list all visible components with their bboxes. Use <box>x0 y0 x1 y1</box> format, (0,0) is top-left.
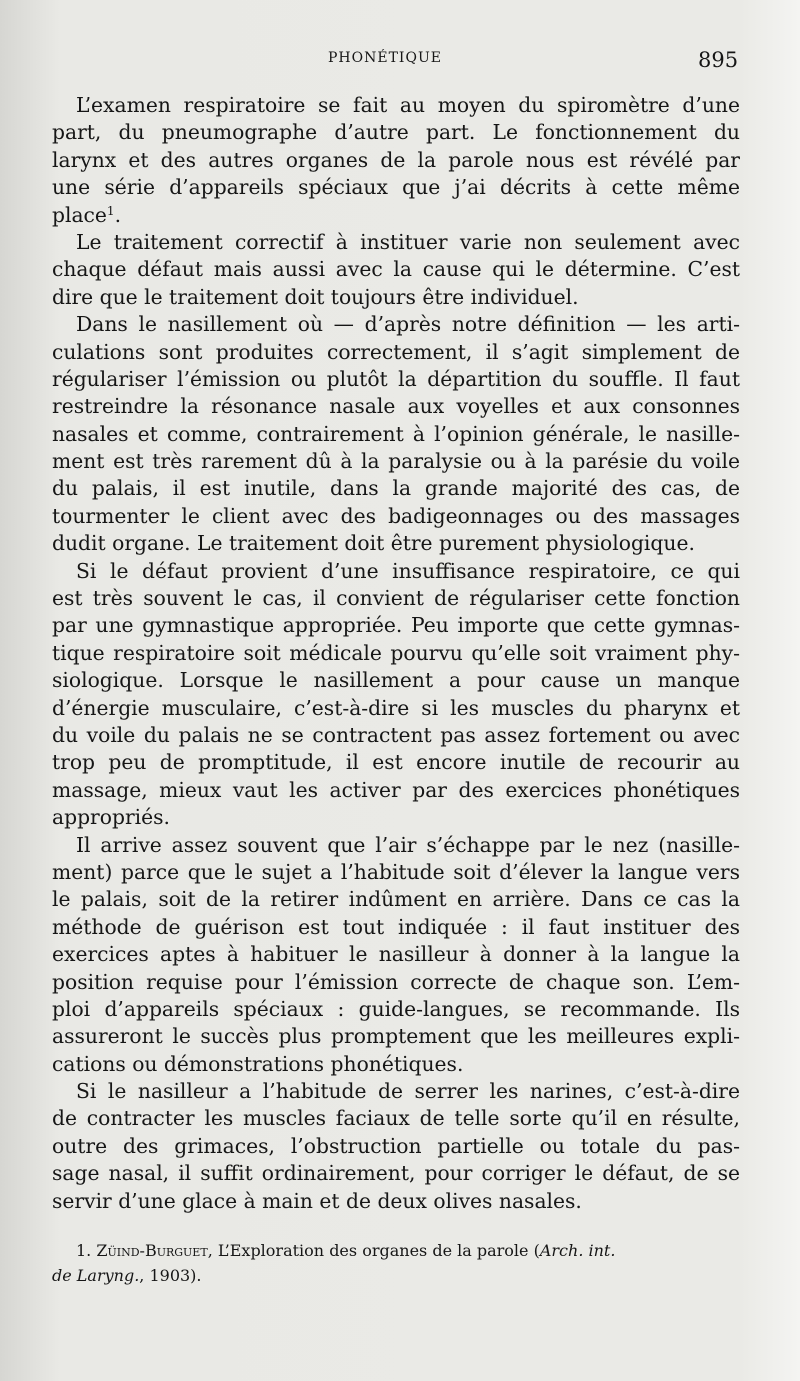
text-line <box>52 1078 740 1105</box>
text-line <box>52 475 740 502</box>
text-line-content: massage, mieux vaut les activer par des exercices phonétiques <box>52 777 740 802</box>
text-line-content: le palais, soit de la retirer indûment en arrière. Dans ce cas la <box>52 887 740 912</box>
text-line-content: larynx et des autres organes de la parole nous est révélé par <box>52 147 740 172</box>
text-line <box>52 558 740 585</box>
text-line <box>52 777 740 804</box>
text-line-content: Il arrive assez souvent que l’air s’échappe par le nez (nasille- <box>76 832 740 857</box>
text-line-content: sage nasal, il suffit ordinairement, pour corriger le défaut, de se <box>52 1161 740 1186</box>
text-line <box>52 1133 740 1160</box>
text-line <box>52 859 740 886</box>
text-line-content: position requise pour l’émission correcte de chaque son. L’em- <box>52 969 740 994</box>
text-line-content: de contracter les muscles faciaux de telle sorte qu’il en résulte, <box>52 1106 740 1131</box>
text-line <box>52 1023 740 1050</box>
text-line-content: cations ou démonstrations phonétiques. <box>52 1051 464 1076</box>
text-line <box>52 229 740 256</box>
footnote-journal-cont: de Laryng. <box>52 1266 140 1285</box>
text-line <box>52 1188 740 1215</box>
text-line <box>52 832 740 859</box>
text-line <box>52 339 740 366</box>
text-line <box>52 448 740 475</box>
text-line-content: L’examen respiratoire se fait au moyen du spiromètre d’une <box>76 93 740 117</box>
text-line <box>52 1160 740 1187</box>
text-line <box>52 749 740 776</box>
text-line <box>52 1105 740 1132</box>
footnote-year: , 1903). <box>139 1266 202 1285</box>
text-line-content: Si le défaut provient d’une insuffisance respiratoire, ce qui <box>76 558 740 583</box>
text-line-content: ploi d’appareils spéciaux : guide-langues, se recommande. Ils <box>52 996 740 1021</box>
text-line-content: siologique. Lorsque le nasillement a pour cause un manque <box>52 668 740 693</box>
text-line-content: une série d’appareils spéciaux que j’ai décrits à cette même <box>52 175 740 200</box>
footnote-line-1 <box>52 1238 752 1263</box>
text-line <box>52 914 740 941</box>
text-line <box>52 695 740 722</box>
text-line-content: ment) parce que le sujet a l’habitude soit d’élever la langue vers <box>52 859 740 884</box>
text-line-content: est très souvent le cas, il convient de régulariser cette fonction <box>52 586 740 611</box>
text-line-content: culations sont produites correctement, il s’agit simplement de <box>52 339 740 364</box>
text-line-content: du voile du palais ne se contractent pas assez fortement ou avec <box>52 722 740 747</box>
text-line <box>52 804 740 831</box>
running-title: PHONÉTIQUE <box>328 50 442 66</box>
text-line <box>52 366 740 393</box>
text-line <box>52 585 740 612</box>
text-line-content: restreindre la résonance nasale aux voyelles et aux consonnes <box>52 394 740 419</box>
text-line-content: régulariser l’émission ou plutôt la départition du souffle. Il faut <box>52 366 740 391</box>
text-line-content: appropriés. <box>52 805 170 830</box>
text-line <box>52 886 740 913</box>
text-line <box>52 1051 740 1078</box>
text-line-content: par une gymnastique appropriée. Peu importe que cette gymnas- <box>52 613 740 638</box>
footnote-line-2 <box>52 1263 752 1288</box>
text-line <box>52 421 740 448</box>
text-line-content: Dans le nasillement où — d’après notre définition — les arti- <box>76 312 740 337</box>
text-line-content: exercices aptes à habituer le nasilleur à donner à la langue la <box>52 942 740 967</box>
text-line-content: assureront le succès plus promptement que les meilleures expli- <box>52 1024 740 1049</box>
footnote <box>52 1238 752 1288</box>
text-line <box>52 722 740 749</box>
text-line <box>52 92 740 119</box>
text-line <box>52 612 740 639</box>
text-line <box>52 996 740 1023</box>
footnote-number: 1. <box>76 1241 92 1260</box>
text-line-content: du palais, il est inutile, dans la grande majorité des cas, de <box>52 476 740 501</box>
text-line <box>52 667 740 694</box>
text-line-content: dire que le traitement doit toujours être individuel. <box>52 284 579 309</box>
text-line <box>52 202 740 229</box>
text-line-content: servir d’une glace à main et de deux olives nasales. <box>52 1188 582 1213</box>
text-line <box>52 503 740 530</box>
footnote-text: , L’Exploration des organes de la parole ( <box>207 1241 540 1260</box>
footnote-author: Züind-Burguet <box>96 1241 208 1260</box>
running-head <box>0 48 800 78</box>
text-line <box>52 119 740 146</box>
text-line <box>52 256 740 283</box>
text-line <box>52 393 740 420</box>
text-line-content: place <box>52 202 107 227</box>
text-line <box>52 530 740 557</box>
text-line-content: trop peu de promptitude, il est encore inutile de recourir au <box>52 750 740 775</box>
text-line-content: tourmenter le client avec des badigeonnages ou des massages <box>52 503 740 528</box>
page-number: 895 <box>698 48 739 72</box>
text-line-content: dudit organe. Le traitement doit être purement physiologique. <box>52 531 695 556</box>
text-line-content: ment est très rarement dû à la paralysie ou à la parésie du voile <box>52 449 740 474</box>
footnote-marker[interactable]: 1 <box>106 203 115 218</box>
text-line <box>52 941 740 968</box>
text-line-content: nasales et comme, contrairement à l’opinion générale, le nasille- <box>52 421 740 446</box>
text-line <box>52 147 740 174</box>
text-line <box>52 969 740 996</box>
text-line-content: tique respiratoire soit médicale pourvu qu’elle soit vraiment phy- <box>52 640 740 665</box>
text-line <box>52 284 740 311</box>
text-line-content: outre des grimaces, l’obstruction partielle ou totale du pas- <box>52 1133 740 1158</box>
text-line <box>52 311 740 338</box>
text-line-content: d’énergie musculaire, c’est-à-dire si les muscles du pharynx et <box>52 695 740 720</box>
text-line-content: méthode de guérison est tout indiquée : il faut instituer des <box>52 914 740 939</box>
body-text <box>52 92 740 1215</box>
text-line-content: Le traitement correctif à instituer varie non seulement avec <box>76 229 740 254</box>
text-line-content: part, du pneumographe d’autre part. Le fonctionnement du <box>52 120 740 145</box>
text-line <box>52 640 740 667</box>
text-line-punctuation: . <box>114 202 122 227</box>
text-line <box>52 174 740 201</box>
footnote-journal: Arch. int. <box>539 1241 616 1260</box>
text-line-content: Si le nasilleur a l’habitude de serrer les narines, c’est-à-dire <box>76 1079 740 1104</box>
text-line-content: chaque défaut mais aussi avec la cause qui le détermine. C’est <box>52 257 740 282</box>
